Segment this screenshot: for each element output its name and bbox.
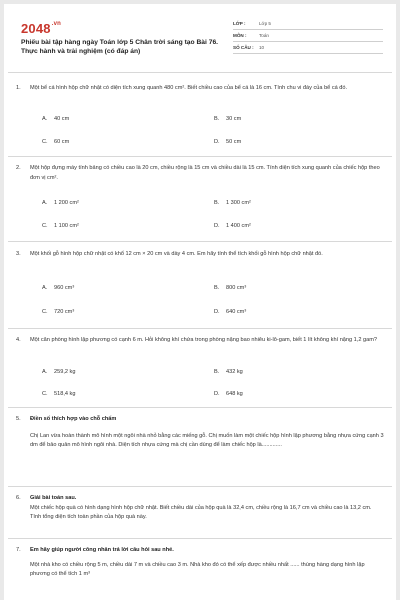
option-c[interactable]: C. 518,4 kg bbox=[42, 391, 76, 397]
question-4: 4. Một căn phòng hình lập phương có cạnh 6 m. Hỏi không khí chứa trong phòng nặng bao nhiêu ki-lô-gam, biết 1 lít không khí nặng 1,2 gam? bbox=[16, 337, 378, 343]
option-a[interactable]: A. 960 cm³ bbox=[42, 285, 75, 291]
info-table bbox=[233, 18, 383, 54]
option-c[interactable]: C. 1 100 cm² bbox=[42, 223, 79, 229]
divider bbox=[8, 486, 392, 487]
worksheet-header bbox=[4, 4, 396, 66]
option-d[interactable]: D. 1 400 cm² bbox=[214, 223, 251, 229]
option-c[interactable]: C. 720 cm³ bbox=[42, 309, 75, 315]
divider bbox=[8, 156, 392, 157]
option-d[interactable]: D. 648 kg bbox=[214, 391, 243, 397]
document-title: Phiếu bài tập hàng ngày Toán lớp 5 Chân trời sáng tạo Bài 76. Thực hành và trải nghiệm (có đáp án) bbox=[21, 39, 219, 55]
question-1: 1. Một bể cá hình hộp chữ nhật có diện tích xung quanh 480 cm². Biết chiều cao của bể cá là 16 cm. Tính chu vi đáy của bể cá đó. bbox=[16, 85, 348, 91]
option-a[interactable]: A. 40 cm bbox=[42, 116, 70, 122]
option-b[interactable]: B. 1 300 cm² bbox=[214, 200, 251, 206]
option-b[interactable]: B. 432 kg bbox=[214, 369, 243, 375]
divider bbox=[8, 407, 392, 408]
question-title: Điền số thích hợp vào chỗ chấm bbox=[30, 416, 117, 422]
option-c[interactable]: C. 60 cm bbox=[42, 139, 70, 145]
site-logo[interactable]: $2048^{.vn}$ bbox=[21, 21, 62, 36]
divider bbox=[8, 241, 392, 242]
option-a[interactable]: A. 259,2 kg bbox=[42, 369, 76, 375]
question-title: Em hãy giúp người công nhân trả lời câu hỏi sau nhé. bbox=[30, 547, 174, 553]
option-a[interactable]: A. 1 200 cm² bbox=[42, 200, 79, 206]
info-row-class: LỚP : Lớp 5 bbox=[233, 18, 383, 30]
option-d[interactable]: D. 640 cm³ bbox=[214, 309, 247, 315]
info-row-subject: MÔN : Toán bbox=[233, 30, 383, 42]
info-row-count: SỐ CÂU : 10 bbox=[233, 42, 383, 54]
question-7: 7. Em hãy giúp người công nhân trả lời câu hỏi sau nhé. Một nhà kho có chiều rộng 5 m, chiều dài 7 m và chiều cao 3 m. Nhà kho đó có thể xếp được nhiều nhất ...... thùng hàng dạng hình lập phương có thể tích 1 m³ bbox=[16, 546, 384, 580]
question-title: Giải bài toán sau. bbox=[30, 495, 77, 501]
question-3: 3. Một khối gỗ hình hộp chữ nhật có khổ 12 cm × 20 cm và dày 4 cm. Em hãy tính thể tích khối gỗ hình hộp chữ nhật đó. bbox=[16, 251, 323, 257]
question-2: 2. Một hộp đựng máy tính bảng có chiều cao là 20 cm, chiều rộng là 15 cm và chiều dài là 15 cm. Tính diện tích xung quanh của chiếc hộp theo đơn vị cm². bbox=[16, 165, 380, 181]
option-d[interactable]: D. 50 cm bbox=[214, 139, 242, 145]
divider bbox=[8, 72, 392, 73]
divider bbox=[8, 328, 392, 329]
option-b[interactable]: B. 800 cm³ bbox=[214, 285, 247, 291]
option-b[interactable]: B. 30 cm bbox=[214, 116, 242, 122]
question-5: 5. Điền số thích hợp vào chỗ chấm Chị Lan vừa hoàn thành mô hình một ngôi nhà nhỏ bằng các miếng gỗ. Chị muốn làm một chiếc hộp hình lập phương bằng nhựa cứng cạnh 3 dm để bảo quản mô hình ngôi nhà. Diện tích nhựa cứng mà chị cần dùng để làm chiếc hộp là............. bbox=[16, 416, 384, 448]
question-6: 6. Giải bài toán sau. Một chiếc hộp quà có hình dạng hình hộp chữ nhật. Biết chiều dài của hộp quà là 32,4 cm, chiều rộng là 16,7 cm và chiều cao là 13,2 cm. Tính tổng diện tích toàn phần của hộp quà này. bbox=[16, 494, 384, 523]
worksheet-page bbox=[4, 4, 396, 600]
divider bbox=[8, 538, 392, 539]
